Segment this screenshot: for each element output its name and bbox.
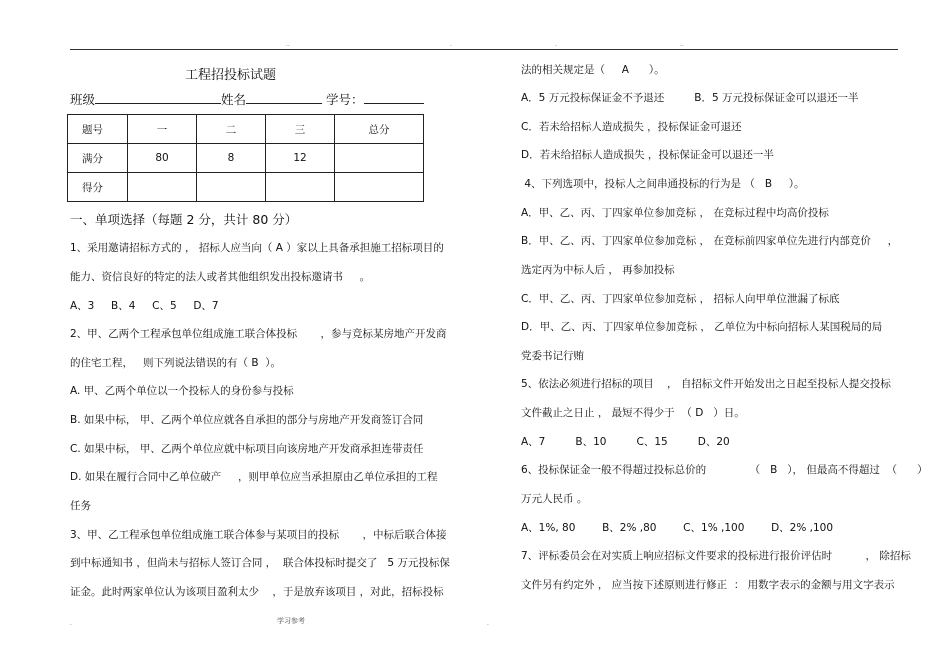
- question-line: 6、投标保证金一般不得超过投标总价的 （ B ）， 但最高不得超过 （ ）: [521, 464, 928, 476]
- question-line: 4、下列选项中，投标人之间串通投标的行为是 （ B ）。: [521, 178, 805, 190]
- table-cell: [197, 173, 266, 202]
- footer-dot: .: [70, 620, 72, 627]
- table-cell: 8: [197, 144, 266, 173]
- id-label: 学号：: [326, 92, 364, 107]
- table-cell: 得分: [68, 173, 128, 202]
- exam-title: 工程招投标试题: [185, 68, 277, 83]
- question-line: 5、依法必须进行招标的项目 ， 自招标文件开始发出之日起至投标人提交投标: [521, 378, 891, 390]
- table-header-cell: 总分: [335, 115, 424, 144]
- question-line: 2、甲、乙两个工程承包单位组成施工联合体投标 ，参与竞标某房地产开发商: [70, 328, 447, 340]
- table-header-cell: 一: [128, 115, 197, 144]
- question-line: A、7 B、10 C、15 D、20: [521, 436, 730, 448]
- name-blank: [246, 91, 322, 104]
- table-cell: [335, 173, 424, 202]
- question-line: 能力、资信良好的特定的法人或者其他组织发出投标邀请书 。: [70, 271, 371, 283]
- table-header-cell: 题号: [68, 115, 128, 144]
- header-dot: ..: [680, 41, 684, 48]
- question-line: 1、采用邀请招标方式的 ， 招标人应当向（ A ）家以上具备承担施工招标项目的: [70, 242, 444, 254]
- table-cell: 12: [266, 144, 335, 173]
- question-line: B．甲、乙、丙、丁四家单位参加竞标 ， 在竞标前四家单位先进行内部竞价 ，: [521, 235, 899, 247]
- table-cell: [335, 144, 424, 173]
- table-row: [68, 144, 424, 173]
- question-line: A、1%, 80 B、2% ,80 C、1% ,100 D、2% ,100: [521, 522, 834, 534]
- id-blank: [364, 91, 424, 104]
- question-line: 党委书记行贿: [521, 350, 584, 362]
- question-line: 文件另有约定外 ， 应当按下述原则进行修正 ： 用数字表示的金额与用文字表示: [521, 579, 895, 591]
- header-dot: .: [555, 41, 557, 48]
- question-line: C．若未给招标人造成损失 ，投标保证金可退还: [521, 121, 742, 133]
- question-line: D．甲、乙、丙、丁四家单位参加竞标 ， 乙单位为中标向招标人某国税局的局: [521, 321, 883, 333]
- question-line: 任务: [70, 500, 91, 512]
- score-table: [67, 114, 424, 202]
- question-line: 法的相关规定是（ A ）。: [521, 64, 665, 76]
- question-line: 证金。此时两家单位认为该项目盈利太少 ，于是放弃该项目 ，对此，招标投标: [70, 586, 444, 598]
- table-header-cell: 二: [197, 115, 266, 144]
- header-rule: [70, 49, 898, 50]
- question-line: D. 如果在履行合同中乙单位破产 ，则甲单位应当承担原由乙单位承担的工程: [70, 471, 438, 483]
- table-cell: 80: [128, 144, 197, 173]
- question-line: A、3 B、4 C、5 D、7: [70, 300, 219, 312]
- question-line: A．甲、乙、丙、丁四家单位参加竞标 ， 在竞标过程中均高价投标: [521, 207, 829, 219]
- question-line: A. 甲、乙两个单位以一个投标人的身份参与投标: [70, 385, 294, 397]
- table-row: [68, 173, 424, 202]
- section-heading: 一、单项选择（每题 2 分，共计 80 分）: [70, 212, 298, 227]
- question-line: 到中标通知书 ，但尚未与招标人签订合同 ， 联合体投标时提交了 5 万元投标保: [70, 557, 450, 569]
- header-dot: ..: [286, 41, 290, 48]
- name-label: 姓名: [221, 92, 247, 107]
- table-cell: 满分: [68, 144, 128, 173]
- question-line: 的住宅工程， 则下列说法错误的有（ B ）。: [70, 357, 281, 369]
- class-blank: [95, 91, 221, 104]
- table-header-cell: 三: [266, 115, 335, 144]
- question-line: C. 如果中标， 甲、乙两个单位应就中标项目向该房地产开发商承担连带责任: [70, 443, 424, 455]
- header-dot: .: [450, 41, 452, 48]
- table-header-row: [68, 115, 424, 144]
- question-line: D．若未给招标人造成损失 ，投标保证金可以退还一半: [521, 149, 774, 161]
- student-info-line: [70, 90, 424, 108]
- table-cell: [128, 173, 197, 202]
- question-line: 万元人民币 。: [521, 493, 588, 505]
- question-line: 文件截止之日止 ， 最短不得少于 （ D ）日。: [521, 407, 745, 419]
- question-line: C．甲、乙、丙、丁四家单位参加竞标 ， 招标人向甲单位泄漏了标底: [521, 293, 840, 305]
- question-line: 选定丙为中标人后 ， 再参加投标: [521, 264, 675, 276]
- question-line: A．5 万元投标保证金不予退还 B．5 万元投标保证金可以退还一半: [521, 92, 859, 104]
- footer-dot: .: [487, 620, 489, 627]
- question-line: B. 如果中标， 甲、乙两个单位应就各自承担的部分与房地产开发商签订合同: [70, 414, 424, 426]
- question-line: 7、评标委员会在对实质上响应招标文件要求的投标进行报价评估时 ， 除招标: [521, 550, 911, 562]
- table-cell: [266, 173, 335, 202]
- footer-text: 学习参考: [277, 617, 305, 625]
- class-label: 班级: [70, 92, 96, 107]
- question-line: 3、甲、乙工程承包单位组成施工联合体参与某项目的投标 ，中标后联合体接: [70, 529, 447, 541]
